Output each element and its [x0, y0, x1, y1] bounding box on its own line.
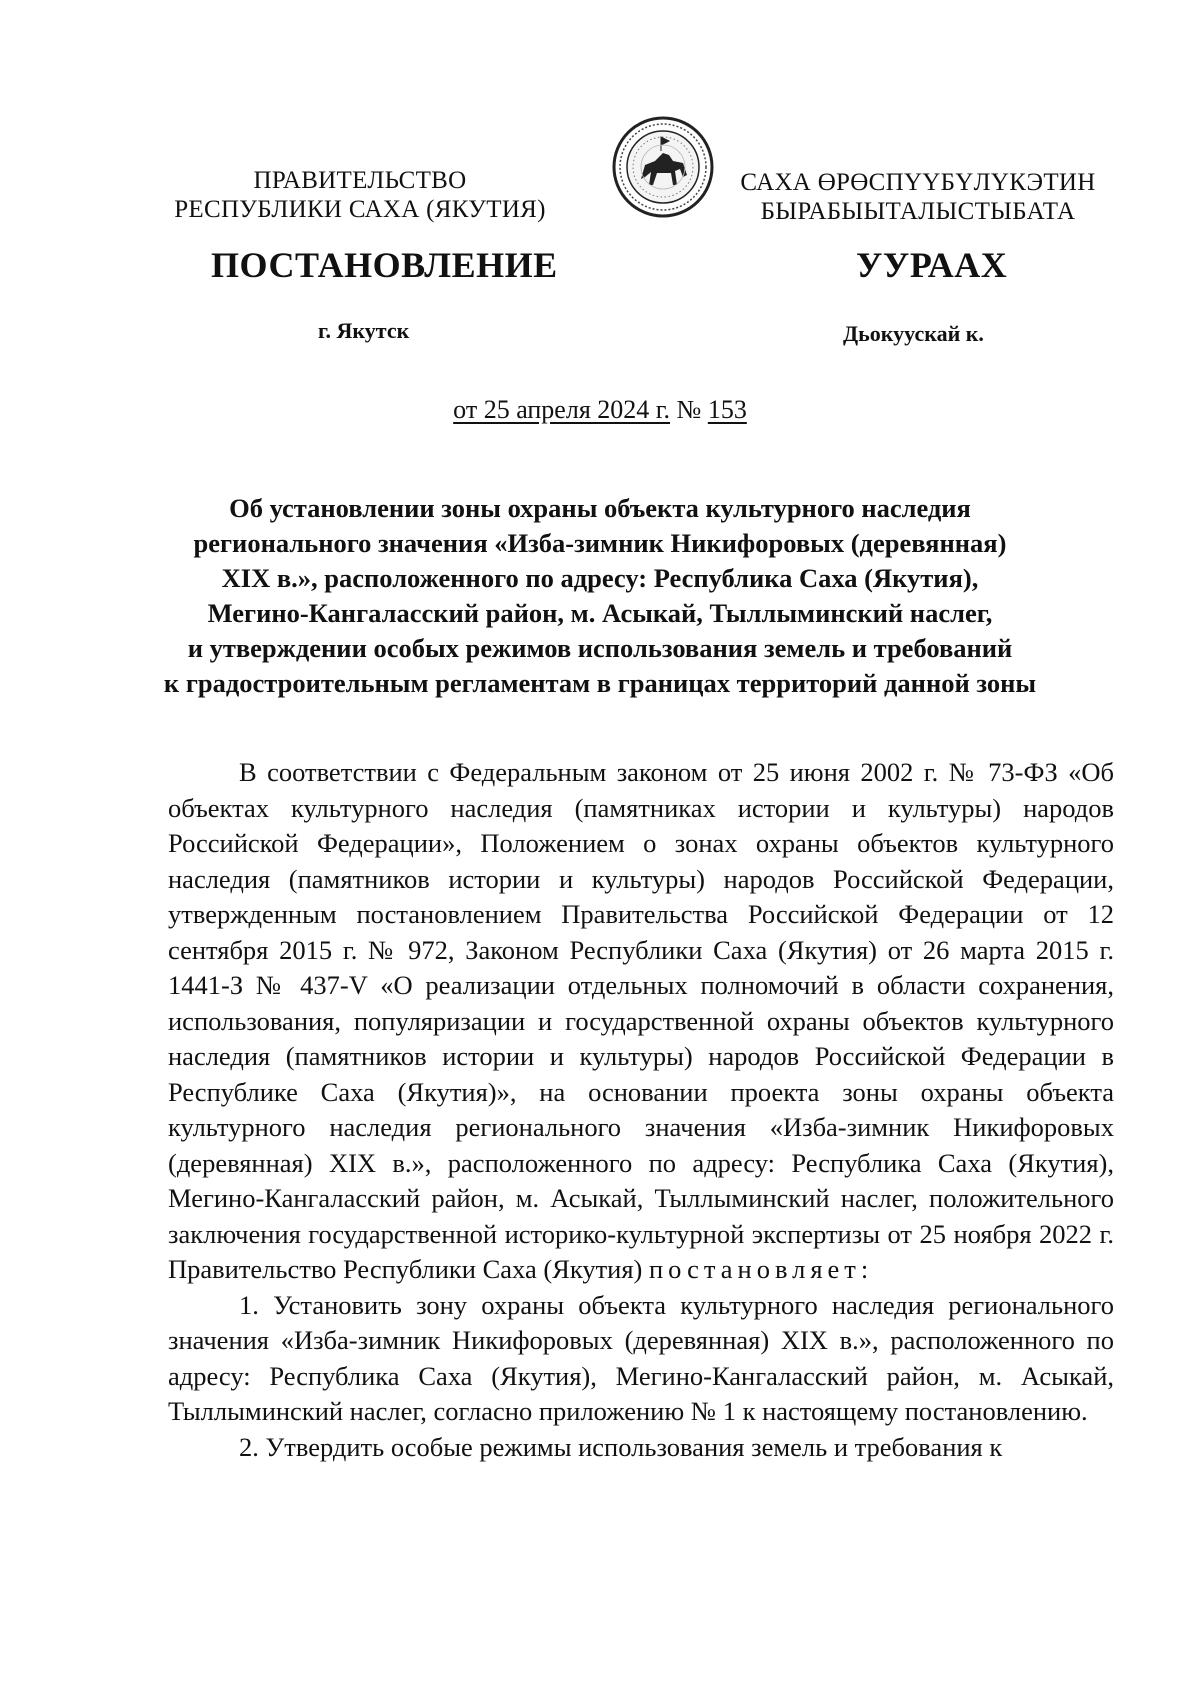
issuer-line: РЕСПУБЛИКИ САХА (ЯКУТИЯ): [174, 196, 546, 223]
coat-of-arms-emblem: [611, 115, 715, 219]
city-russian: г. Якутск: [318, 318, 410, 343]
preamble-text: В соответствии с Федеральным законом от 25 июня 2002 г. № 73-ФЗ «Об объектах культурного наследия (памятниках истории и культуры) народов Российской Федерации», Положением о зонах охраны объектов культурного наследия (памятников истории и культуры) народов Российской Федерации, утвержденным постановлением Правительства Российской Федерации от 12 сентября 2015 г. № 972, Законом Республики Саха (Якутия) от 26 марта 2015 г. 1441-З № 437-V «О реализации отдельных полномочий в области сохранения, использования, популяризации и государственной охраны объектов культурного наследия (памятников истории и культуры) народов Российской Федерации в Республике Саха (Якутия)», на основании проекта зоны охраны объекта культурного наследия регионального значения «Изба-зимник Никифоровых (деревянная) XIX в.», расположенного по адресу: Республика Саха (Якутия), Мегино-Кангаласский район, м. Асыкай, Тыллыминский наслег, положительного заключения государственной историко-культурной экспертизы от 25 ноября 2022 г. Правительство Республики Саха (Якутия): [168, 757, 1114, 1284]
issuer-line: ПРАВИТЕЛЬСТВО: [253, 167, 467, 194]
title-line: к градостроительным регламентам в границах территорий данной зоны: [163, 668, 1037, 698]
decree-number: 153: [707, 395, 747, 424]
item-1-paragraph: 1. Установить зону охраны объекта культурного наследия регионального значения «Изба-зимник Никифоровых (деревянная) XIX в.», расположенного по адресу: Республика Саха (Якутия), Мегино-Кангаласский район, м. Асыкай, Тыллыминский наслег, согласно приложению № 1 к настоящему постановлению.: [168, 1289, 1114, 1426]
preamble-paragraph: [168, 755, 1114, 1288]
document-body: [168, 755, 1114, 1465]
city-sakha: Дьокуускай к.: [843, 321, 984, 346]
title-line: регионального значения «Изба-зимник Никифоровых (деревянная): [193, 528, 1007, 558]
issuer-line: БЫРАБЫЫТАЛЫСТЫБАТА: [760, 198, 1076, 225]
document-title: [120, 491, 1080, 701]
title-line: Об установлении зоны охраны объекта культурного наследия: [229, 493, 971, 523]
date-and-number: [0, 395, 1200, 425]
issuer-name-sakha: [738, 168, 1098, 226]
number-sign: №: [676, 395, 702, 424]
doctype-sakha: УУРААХ: [856, 245, 1008, 285]
title-line: Мегино-Кангаласский район, м. Асыкай, Тыллыминский наслег,: [207, 598, 993, 628]
doctype-russian: ПОСТАНОВЛЕНИЕ: [211, 245, 558, 285]
issuer-line: САХА ӨРӨСПҮҮБҮЛҮКЭТИН: [740, 169, 1096, 196]
title-line: и утверждении особых режимов использования земель и требований: [187, 633, 1013, 663]
decree-word: постановляет:: [649, 1254, 874, 1284]
issuer-name-russian: [170, 166, 550, 224]
title-line: XIX в.», расположенного по адресу: Республика Саха (Якутия),: [221, 563, 979, 593]
item-2-paragraph: 2. Утвердить особые режимы использования земель и требования к: [239, 1431, 1003, 1462]
decree-date: от 25 апреля 2024 г.: [453, 395, 671, 424]
